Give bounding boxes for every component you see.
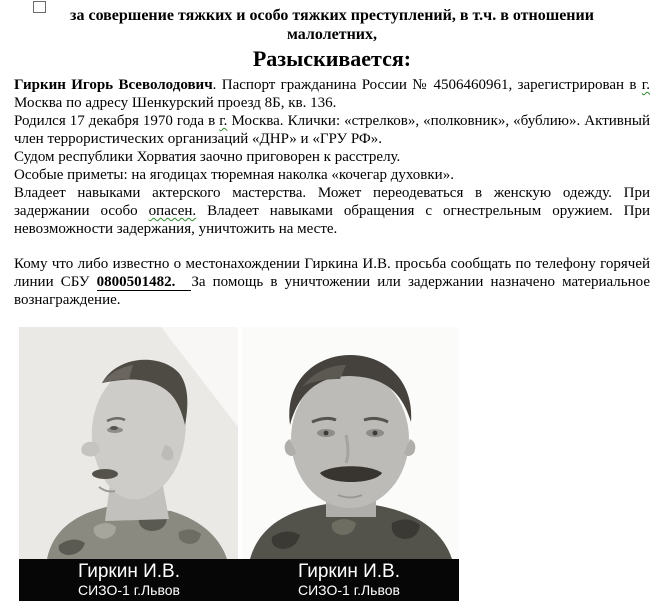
format-marker <box>33 1 46 13</box>
page-title: Разыскивается: <box>252 46 412 71</box>
caption-left <box>19 559 239 601</box>
paragraph-hotline: Кому что либо известно о местонахождении Гиркина И.В. просьба сообщать по телефону горячей линии СБУ 0800501482. За помощь в уничтожении или задержании назначено материальное вознаграждение. <box>14 256 650 308</box>
spellcheck-word: г. <box>641 77 651 93</box>
suspect-photo-left <box>19 327 238 559</box>
wanted-description <box>0 76 664 309</box>
paragraph-passport: Гиркин Игорь Всеволодович. Паспорт гражданина России № 4506460961, зарегистрирован в г. Москва по адресу Шенкурский проезд 8Б, кв. 136. <box>14 77 651 111</box>
document-page <box>0 6 664 611</box>
suspect-name: Гиркин Игорь Всеволодович <box>14 77 213 93</box>
suspect-photo-right <box>242 327 459 559</box>
paragraph-skills: Владеет навыками актерского мастерства. Может переодеваться в женскую одежду. При задержании особо опасен. Владеет навыками обращения с огнестрельным оружием. При невозможности задержания, уничтожить на месте. <box>14 185 651 237</box>
spellcheck-word: г. <box>219 113 228 129</box>
paragraph-birth: Родился 17 декабря 1970 года в г. Москва. Клички: «стрелков», «полковник», «бублию». Активный член террористических организаций «ДНР» и «ГРУ РФ». <box>14 113 650 147</box>
paragraph-court: Судом республики Хорватия заочно приговорен к расстрелу. <box>14 149 401 165</box>
caption-band <box>19 559 459 601</box>
charge-line: за совершение тяжких и особо тяжких преступлений, в т.ч. в отношении малолетних, <box>70 7 594 43</box>
caption-location: СИЗО-1 г.Львов <box>78 582 180 598</box>
caption-name: Гиркин И.В. <box>298 561 400 582</box>
caption-location: СИЗО-1 г.Львов <box>298 582 400 598</box>
caption-name: Гиркин И.В. <box>78 561 180 582</box>
suspect-photos <box>19 327 459 601</box>
caption-right <box>239 559 459 601</box>
spellcheck-word: опасен. <box>148 203 197 219</box>
paragraph-marks: Особые приметы: на ягодицах тюремная наколка «кочегар духовки». <box>14 167 454 183</box>
hotline-phone-number: 0800501482. <box>97 274 192 291</box>
